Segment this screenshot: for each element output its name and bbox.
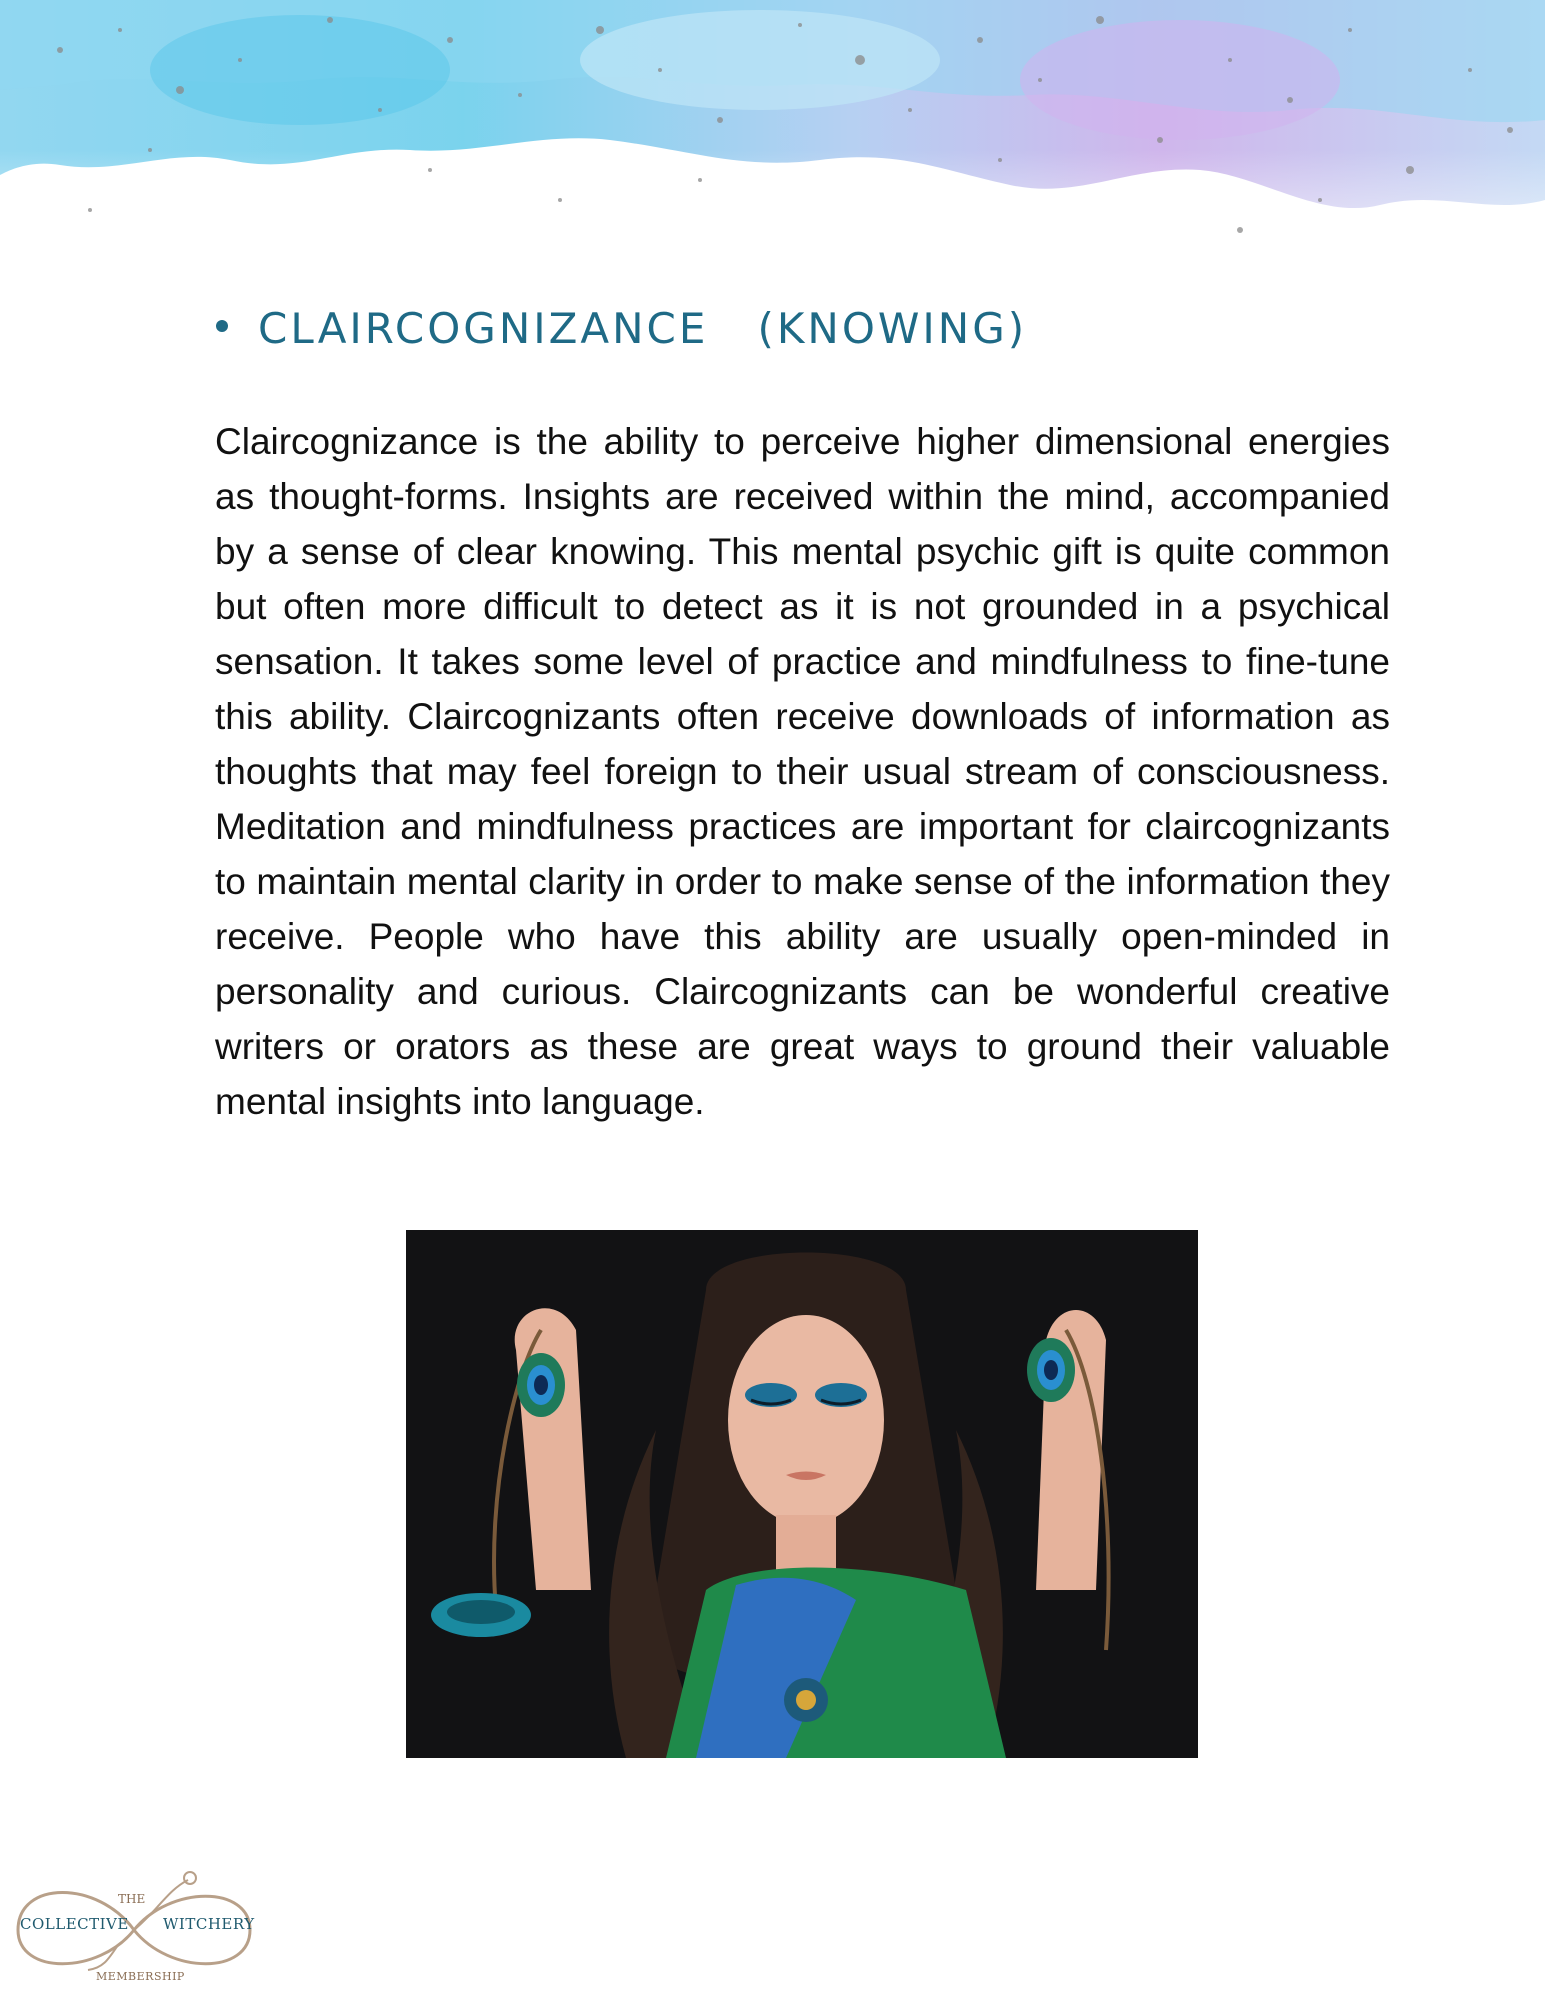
section-heading: [216, 304, 1027, 353]
bullet-icon: [216, 320, 228, 332]
collective-witchery-logo: [8, 1850, 260, 1990]
heading-title: CLAIRCOGNIZANCE (KNOWING): [258, 304, 1028, 353]
body-paragraph: Claircognizance is the ability to perceive higher dimensional energies as thought-forms. Insights are received within the mind, accompanied by a sense of clear knowing. This mental psychic gift is quite common but often more difficult to detect as it is not grounded in a psychical sensation. It takes some level of practice and mindfulness to fine-tune this ability. Claircognizants often receive downloads of information as thoughts that may feel foreign to their usual stream of consciousness. Meditation and mindfulness practices are important for claircognizants to maintain mental clarity in order to make sense of the information they receive. People who have this ability are usually open-minded in personality and curious. Claircognizants can be wonderful creative writers or orators as these are great ways to ground their valuable mental insights into language.: [215, 421, 1390, 1122]
logo-word-collective: COLLECTIVE: [20, 1915, 129, 1933]
watercolor-header-decoration: [0, 0, 1545, 300]
woman-with-peacock-feathers-image: [406, 1230, 1198, 1758]
logo-word-witchery: WITCHERY: [163, 1915, 255, 1933]
logo-word-the: THE: [118, 1892, 146, 1906]
logo-word-membership: MEMBERSHIP: [96, 1970, 185, 1983]
